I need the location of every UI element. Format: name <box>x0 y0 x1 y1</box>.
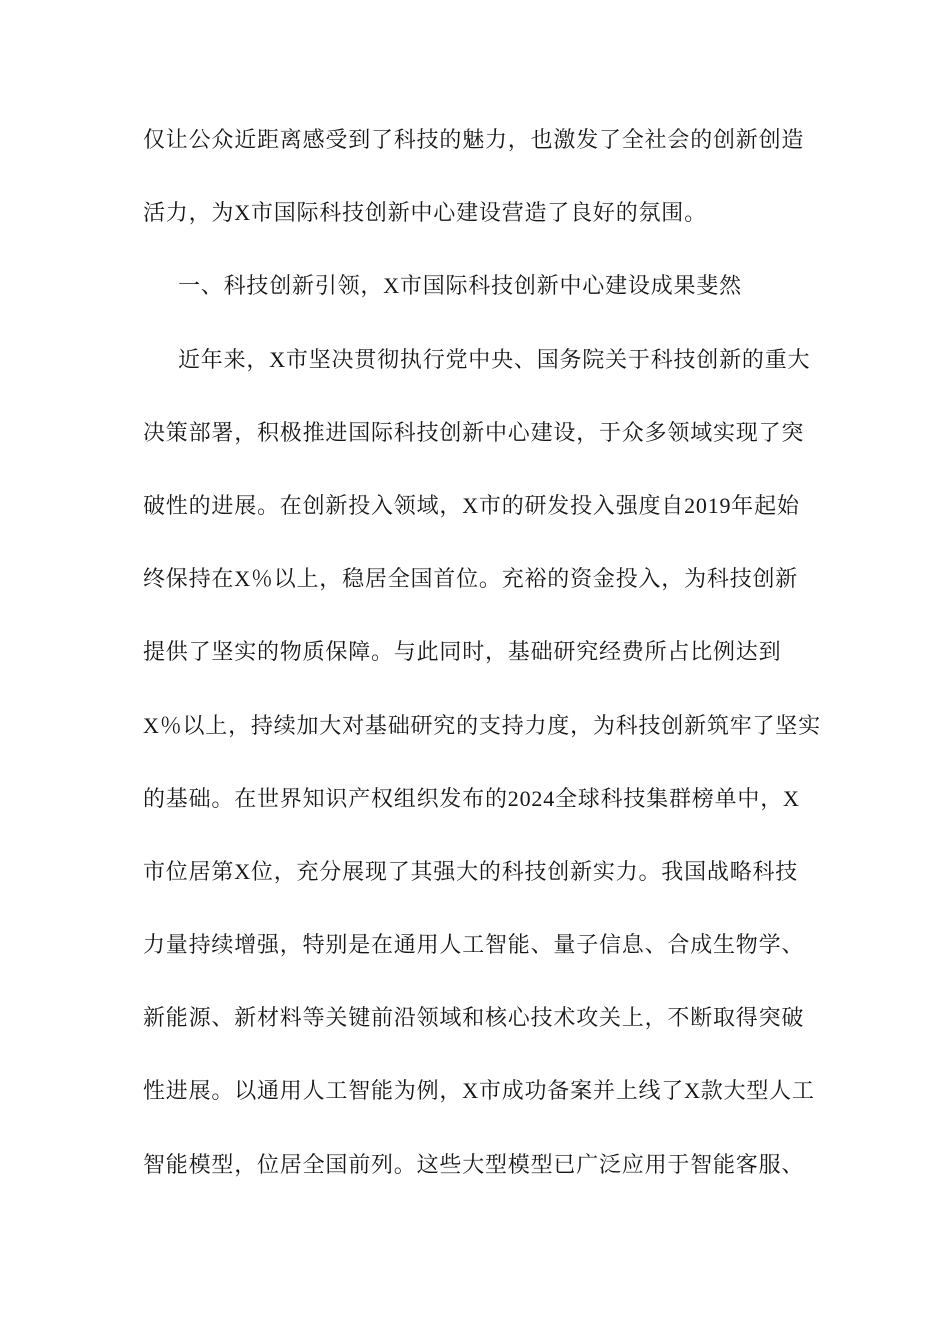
text-line: 活力，为X市国际科技创新中心建设营造了良好的氛围。 <box>143 200 707 226</box>
text-line: 近年来，X市坚决贯彻执行党中央、国务院关于科技创新的重大 <box>178 346 811 372</box>
text-line: 破性的进展。在创新投入领域，X市的研发投入强度自2019年起始 <box>143 492 800 518</box>
text-line: 性进展。以通用人工智能为例，X市成功备案并上线了X款大型人工 <box>143 1078 815 1104</box>
text-line: 力量持续增强，特别是在通用人工智能、量子信息、合成生物学、 <box>143 932 805 958</box>
text-line: 新能源、新材料等关键前沿领域和核心技术攻关上，不断取得突破 <box>143 1005 805 1031</box>
heading-line: 一、科技创新引领，X市国际科技创新中心建设成果斐然 <box>178 273 742 299</box>
text-line: 的基础。在世界知识产权组织发布的2024全球科技集群榜单中，X <box>143 785 800 811</box>
text-line: X％以上，持续加大对基础研究的支持力度，为科技创新筑牢了坚实 <box>143 712 821 738</box>
text-line: 市位居第X位，充分展现了其强大的科技创新实力。我国战略科技 <box>143 858 799 884</box>
text-line: 智能模型，位居全国前列。这些大型模型已广泛应用于智能客服、 <box>143 1151 805 1177</box>
document-text-block <box>143 103 821 1201</box>
text-line: 提供了坚实的物质保障。与此同时，基础研究经费所占比例达到 <box>143 639 782 665</box>
text-line: 决策部署，积极推进国际科技创新中心建设，于众多领域实现了突 <box>143 419 805 445</box>
text-line: 终保持在X％以上，稳居全国首位。充裕的资金投入，为科技创新 <box>143 566 799 592</box>
text-line: 仅让公众近距离感受到了科技的魅力，也激发了全社会的创新创造 <box>143 127 805 152</box>
